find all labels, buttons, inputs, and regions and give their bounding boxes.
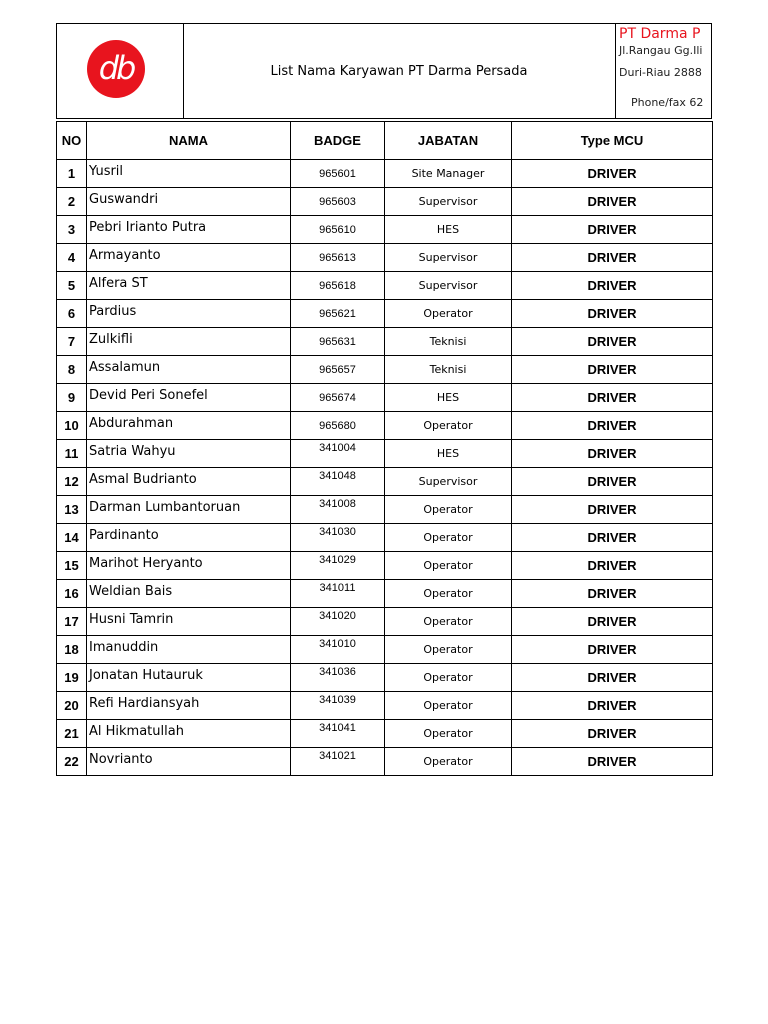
row-nama [87, 748, 291, 776]
row-type-mcu: DRIVER [512, 748, 713, 776]
row-no: 6 [57, 300, 87, 328]
row-badge: 341030 [291, 524, 385, 552]
row-nama [87, 384, 291, 412]
title-cell [183, 24, 616, 118]
row-badge: 341011 [291, 580, 385, 608]
row-type-mcu: DRIVER [512, 580, 713, 608]
row-badge: 341010 [291, 636, 385, 664]
row-nama-text: Marihot Heryanto [89, 556, 203, 571]
row-nama-text: Pebri Irianto Putra [89, 220, 207, 235]
row-nama [87, 664, 291, 692]
row-badge: 965613 [291, 244, 385, 272]
row-nama [87, 720, 291, 748]
row-no: 10 [57, 412, 87, 440]
table-row [57, 412, 713, 440]
row-no: 17 [57, 608, 87, 636]
company-logo [87, 40, 145, 98]
row-badge: 341041 [291, 720, 385, 748]
row-type-mcu: DRIVER [512, 608, 713, 636]
row-type-mcu: DRIVER [512, 188, 713, 216]
table-row [57, 468, 713, 496]
row-no: 19 [57, 664, 87, 692]
row-nama [87, 636, 291, 664]
row-jabatan: Operator [385, 636, 512, 664]
row-no: 2 [57, 188, 87, 216]
row-no: 7 [57, 328, 87, 356]
column-header-type-mcu: Type MCU [512, 122, 713, 160]
row-no: 8 [57, 356, 87, 384]
row-nama-text: Novrianto [89, 752, 153, 767]
table-row [57, 748, 713, 776]
document-page [56, 23, 712, 769]
table-row [57, 440, 713, 468]
row-type-mcu: DRIVER [512, 636, 713, 664]
table-row [57, 244, 713, 272]
row-jabatan: Operator [385, 524, 512, 552]
row-jabatan: Operator [385, 692, 512, 720]
row-nama-text: Darman Lumbantoruan [89, 500, 241, 515]
row-badge: 341021 [291, 748, 385, 776]
row-badge: 965674 [291, 384, 385, 412]
row-nama-text: Imanuddin [89, 640, 159, 655]
row-nama-text: Pardius [89, 304, 137, 319]
row-jabatan: Teknisi [385, 328, 512, 356]
row-nama [87, 524, 291, 552]
row-badge: 341039 [291, 692, 385, 720]
row-type-mcu: DRIVER [512, 300, 713, 328]
row-nama-text: Assalamun [89, 360, 161, 375]
row-nama-text: Abdurahman [89, 416, 174, 431]
table-row [57, 552, 713, 580]
row-jabatan: Operator [385, 552, 512, 580]
column-header-no: NO [57, 122, 87, 160]
row-no: 18 [57, 636, 87, 664]
table-row [57, 496, 713, 524]
row-nama [87, 188, 291, 216]
row-no: 4 [57, 244, 87, 272]
row-nama [87, 160, 291, 188]
row-jabatan: Operator [385, 720, 512, 748]
company-address-line1: Jl.Rangau Gg.Ili [619, 44, 703, 57]
table-row [57, 720, 713, 748]
row-badge: 965621 [291, 300, 385, 328]
row-type-mcu: DRIVER [512, 384, 713, 412]
row-nama-text: Zulkifli [89, 332, 133, 347]
row-jabatan: Operator [385, 608, 512, 636]
row-jabatan: Operator [385, 412, 512, 440]
row-badge: 965657 [291, 356, 385, 384]
row-no: 16 [57, 580, 87, 608]
row-no: 21 [57, 720, 87, 748]
row-jabatan: Site Manager [385, 160, 512, 188]
row-jabatan: Teknisi [385, 356, 512, 384]
row-no: 9 [57, 384, 87, 412]
row-type-mcu: DRIVER [512, 552, 713, 580]
row-no: 3 [57, 216, 87, 244]
logo-text: db [98, 49, 134, 87]
row-jabatan: Operator [385, 580, 512, 608]
row-no: 11 [57, 440, 87, 468]
row-badge: 341048 [291, 468, 385, 496]
row-type-mcu: DRIVER [512, 272, 713, 300]
table-row [57, 636, 713, 664]
row-nama [87, 552, 291, 580]
row-no: 15 [57, 552, 87, 580]
table-row [57, 328, 713, 356]
table-header-row [57, 122, 713, 160]
table-row [57, 356, 713, 384]
row-nama-text: Husni Tamrin [89, 612, 174, 627]
company-phone: Phone/fax 62 [631, 96, 704, 109]
table-row [57, 664, 713, 692]
row-badge: 965631 [291, 328, 385, 356]
column-header-nama: NAMA [87, 122, 291, 160]
table-row [57, 692, 713, 720]
row-type-mcu: DRIVER [512, 244, 713, 272]
row-nama-text: Jonatan Hutauruk [89, 668, 203, 683]
row-no: 1 [57, 160, 87, 188]
row-jabatan: Operator [385, 496, 512, 524]
document-header [56, 23, 712, 119]
row-type-mcu: DRIVER [512, 664, 713, 692]
row-type-mcu: DRIVER [512, 356, 713, 384]
document-title: List Nama Karyawan PT Darma Persada [270, 64, 528, 79]
row-nama-text: Armayanto [89, 248, 161, 263]
row-nama-text: Pardinanto [89, 528, 159, 543]
row-nama [87, 328, 291, 356]
row-no: 20 [57, 692, 87, 720]
employee-table [56, 121, 713, 776]
row-jabatan: HES [385, 384, 512, 412]
row-badge: 341004 [291, 440, 385, 468]
row-no: 5 [57, 272, 87, 300]
table-row [57, 216, 713, 244]
row-nama-text: Weldian Bais [89, 584, 173, 599]
row-badge: 341008 [291, 496, 385, 524]
row-no: 22 [57, 748, 87, 776]
column-header-badge: BADGE [291, 122, 385, 160]
table-row [57, 300, 713, 328]
column-header-jabatan: JABATAN [385, 122, 512, 160]
row-badge: 341036 [291, 664, 385, 692]
row-no: 13 [57, 496, 87, 524]
table-row [57, 580, 713, 608]
row-jabatan: Operator [385, 664, 512, 692]
company-name: PT Darma P [619, 26, 701, 42]
row-type-mcu: DRIVER [512, 720, 713, 748]
row-type-mcu: DRIVER [512, 524, 713, 552]
row-type-mcu: DRIVER [512, 412, 713, 440]
row-jabatan: HES [385, 216, 512, 244]
table-row [57, 160, 713, 188]
row-nama-text: Guswandri [89, 192, 159, 207]
row-nama-text: Devid Peri Sonefel [89, 388, 208, 403]
row-jabatan: Operator [385, 748, 512, 776]
table-row [57, 272, 713, 300]
company-address-line2: Duri-Riau 2888 [619, 66, 702, 79]
row-jabatan: Supervisor [385, 468, 512, 496]
row-nama [87, 356, 291, 384]
row-jabatan: Supervisor [385, 272, 512, 300]
row-nama-text: Refi Hardiansyah [89, 696, 200, 711]
row-badge: 341020 [291, 608, 385, 636]
table-row [57, 524, 713, 552]
row-badge: 965618 [291, 272, 385, 300]
row-nama [87, 580, 291, 608]
row-nama-text: Asmal Budrianto [89, 472, 197, 487]
row-badge: 965603 [291, 188, 385, 216]
row-nama [87, 692, 291, 720]
row-nama [87, 216, 291, 244]
row-badge: 965610 [291, 216, 385, 244]
row-no: 14 [57, 524, 87, 552]
row-jabatan: Operator [385, 300, 512, 328]
table-row [57, 384, 713, 412]
row-nama [87, 608, 291, 636]
row-nama [87, 412, 291, 440]
row-badge: 341029 [291, 552, 385, 580]
row-type-mcu: DRIVER [512, 160, 713, 188]
row-nama-text: Yusril [89, 164, 124, 179]
row-badge: 965680 [291, 412, 385, 440]
row-type-mcu: DRIVER [512, 328, 713, 356]
row-badge: 965601 [291, 160, 385, 188]
table-row [57, 608, 713, 636]
row-type-mcu: DRIVER [512, 440, 713, 468]
row-nama-text: Al Hikmatullah [89, 724, 184, 739]
row-nama-text: Alfera ST [89, 276, 148, 291]
row-type-mcu: DRIVER [512, 216, 713, 244]
row-type-mcu: DRIVER [512, 496, 713, 524]
row-type-mcu: DRIVER [512, 468, 713, 496]
row-nama [87, 440, 291, 468]
row-jabatan: HES [385, 440, 512, 468]
row-nama-text: Satria Wahyu [89, 444, 176, 459]
row-nama [87, 468, 291, 496]
row-nama [87, 244, 291, 272]
row-nama [87, 300, 291, 328]
logo-cell [57, 24, 184, 118]
row-jabatan: Supervisor [385, 188, 512, 216]
table-row [57, 188, 713, 216]
row-type-mcu: DRIVER [512, 692, 713, 720]
row-nama [87, 496, 291, 524]
row-no: 12 [57, 468, 87, 496]
row-jabatan: Supervisor [385, 244, 512, 272]
company-info-cell [615, 24, 713, 118]
row-nama [87, 272, 291, 300]
